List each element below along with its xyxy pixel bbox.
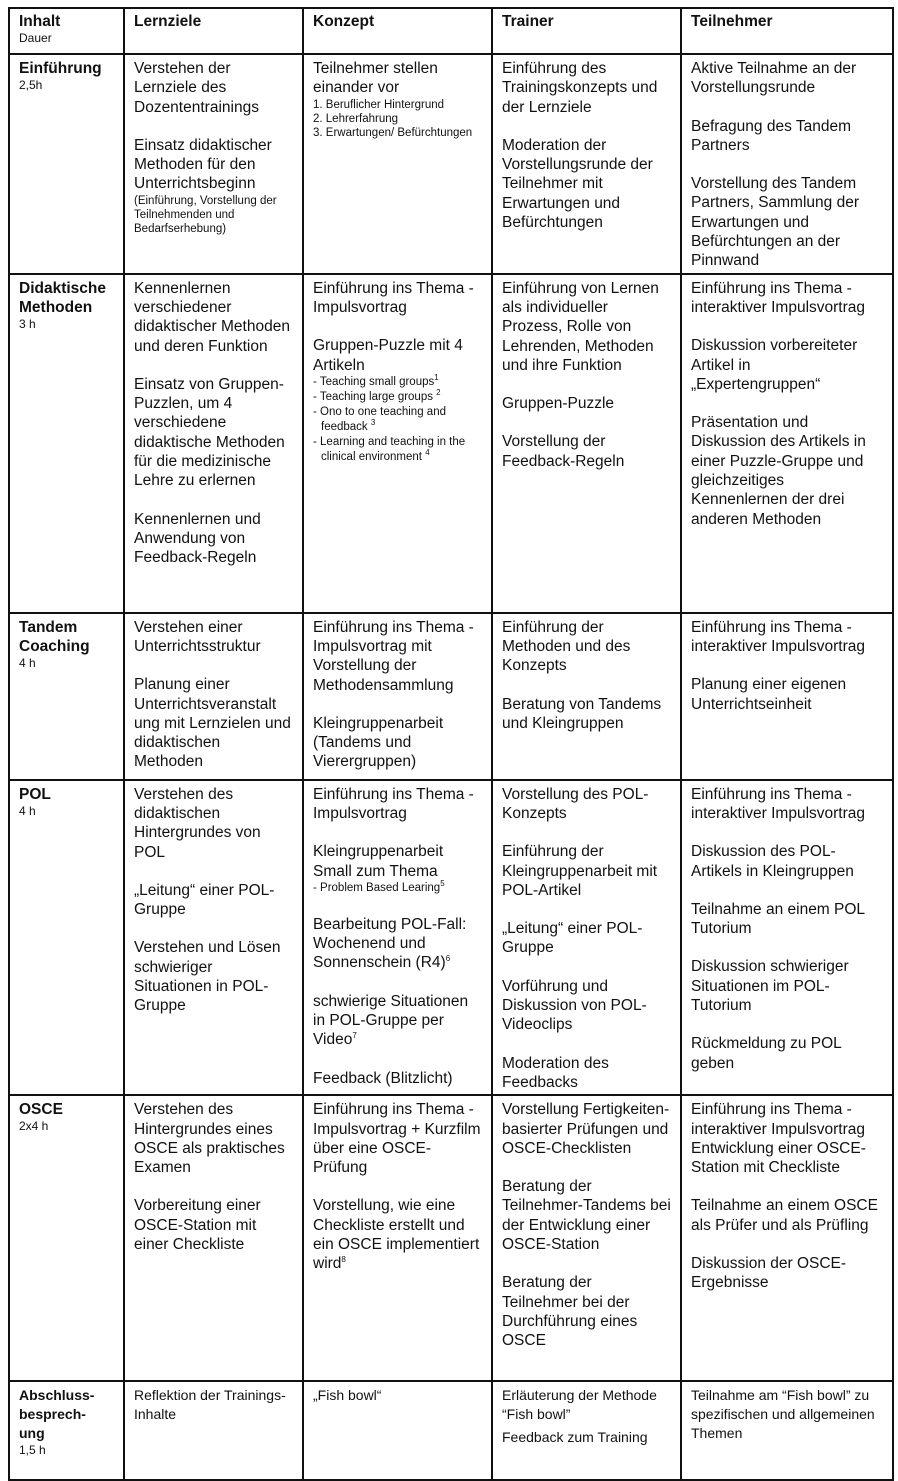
table-row-pol <box>9 780 893 1096</box>
row-title-line: besprech- <box>19 1406 86 1423</box>
header-row <box>9 8 893 54</box>
table-row-osce <box>9 1095 893 1381</box>
row-duration: 4 h <box>19 803 36 818</box>
lernziel-item: Reflektion der Trainings-Inhalte <box>134 1387 286 1423</box>
lernziel-item: Verstehen und Lösen schwieriger Situationen in POL-Gruppe <box>134 939 281 1015</box>
teilnehmer-item: Planung einer eigenen Unterrichtseinheit <box>691 676 847 713</box>
konzept-list-item <box>313 881 482 896</box>
trainer-item: Beratung von Tandems und Kleingruppen <box>502 695 662 732</box>
row-title: OSCE <box>19 1101 63 1119</box>
teilnehmer-item: Teilnahme am “Fish bowl” zu spezifischen und allgemeinen Themen <box>691 1387 875 1442</box>
header-lernziele <box>124 8 303 54</box>
konzept-item: Teilnehmer stellen einander vor <box>313 60 438 97</box>
konzept-list-item: 1. Beruflicher Hintergrund <box>313 98 445 111</box>
konzept-item: Einführung ins Thema - Impulsvortrag <box>313 279 474 316</box>
trainer-item: Einführung von Lernen als individueller Prozess, Rolle von Lehrenden, Methoden und ihre Funktion <box>502 279 659 374</box>
trainer-item: Beratung der Teilnehmer bei der Durchführung eines OSCE <box>502 1274 638 1350</box>
teilnehmer-item: Entwicklung einer OSCE-Station mit Checkliste <box>691 1139 866 1177</box>
lernziel-item: Kennenlernen und Anwendung von Feedback-Regeln <box>134 510 261 567</box>
article-title: - Teaching large groups <box>313 390 437 403</box>
cell-konzept <box>303 613 492 780</box>
trainer-item: Vorstellung Fertigkeiten-basierter Prüfungen und OSCE-Checklisten <box>502 1101 670 1157</box>
lernziel-item: „Leitung“ einer POL-Gruppe <box>134 881 275 919</box>
konzept-item <box>313 1196 482 1273</box>
teilnehmer-item: Diskussion des POL-Artikels in Kleingruppen <box>691 843 854 880</box>
trainer-item: Vorstellung des POL-Konzepts <box>502 785 649 822</box>
konzept-list-item: 3. Erwartungen/ Befürchtungen <box>313 126 473 139</box>
cell-teilnehmer <box>681 1381 893 1480</box>
cell-konzept <box>303 1095 492 1381</box>
trainer-item: Vorführung und Diskussion von POL-Videoclips <box>502 977 647 1034</box>
cell-trainer <box>492 613 681 780</box>
lernziel-item: Einsatz didaktischer Methoden für den Unterrichtsbeginn <box>134 136 272 193</box>
footnote-ref: 6 <box>445 954 451 964</box>
teilnehmer-item: Präsentation und Diskussion des Artikels in einer Puzzle-Gruppe und gleichzeitiges Kennenlernen der drei anderen Methoden <box>691 414 866 528</box>
footnote-ref: 2 <box>436 388 441 398</box>
konzept-item <box>313 915 482 973</box>
konzept-list-item <box>313 390 482 405</box>
konzept-text: Bearbeitung POL-Fall: Wochenend und Sonnenschein (R4) <box>313 915 467 972</box>
lernziel-item: Einsatz von Gruppen-Puzzlen, um 4 verschiedene didaktische Methoden für die medizinische Lehre zu erlernen <box>134 375 285 490</box>
cell-lernziele <box>124 780 303 1096</box>
header-inhalt-title: Inhalt <box>19 13 61 30</box>
cell-konzept <box>303 54 492 274</box>
row-duration: 2,5h <box>19 78 43 92</box>
table-row-tandem-coaching <box>9 613 893 780</box>
cell-teilnehmer <box>681 780 893 1096</box>
cell-inhalt <box>9 54 124 274</box>
header-teilnehmer <box>681 8 893 54</box>
row-title: Tandem Coaching <box>19 618 90 655</box>
row-duration: 4 h <box>19 655 36 670</box>
lernziel-note: (Einführung, Vorstellung der Teilnehmenden und Bedarfserhebung) <box>134 194 277 235</box>
konzept-list-item <box>313 405 482 435</box>
row-title: POL <box>19 785 51 803</box>
cell-lernziele <box>124 274 303 613</box>
header-konzept <box>303 8 492 54</box>
row-duration: 3 h <box>19 316 36 331</box>
teilnehmer-item: Diskussion schwieriger Situationen im POL-Tutorium <box>691 958 849 1015</box>
cell-lernziele <box>124 1381 303 1480</box>
trainer-item: Beratung der Teilnehmer-Tandems bei der Entwicklung einer OSCE-Station <box>502 1178 671 1254</box>
konzept-item: Einführung ins Thema - Impulsvortrag <box>313 785 474 822</box>
trainer-item: Moderation der Vorstellungsrunde der Teilnehmer mit Erwartungen und Befürchtungen <box>502 136 653 232</box>
cell-teilnehmer <box>681 613 893 780</box>
cell-trainer <box>492 1095 681 1381</box>
lernziel-item: Verstehen des didaktischen Hintergrundes von POL <box>134 785 261 861</box>
konzept-list-item <box>313 435 482 465</box>
konzept-item: Einführung ins Thema - Impulsvortrag mit Vorstellung der Methodensammlung <box>313 618 474 694</box>
header-konzept-label: Konzept <box>313 13 375 30</box>
konzept-item <box>313 992 482 1050</box>
article-title: - Teaching small groups <box>313 375 435 388</box>
footnote-ref: 5 <box>440 879 445 889</box>
teilnehmer-item: Aktive Teilnahme an der Vorstellungsrunde <box>691 60 857 97</box>
teilnehmer-item: Diskussion der OSCE-Ergebnisse <box>691 1255 847 1292</box>
article-title: - Problem Based Learing <box>313 881 441 894</box>
cell-inhalt <box>9 613 124 780</box>
article-title: - Ono to one teaching and feedback <box>313 405 446 433</box>
cell-lernziele <box>124 1095 303 1381</box>
cell-trainer <box>492 1381 681 1480</box>
konzept-list-item: 2. Lehrerfahrung <box>313 112 399 125</box>
cell-trainer <box>492 780 681 1096</box>
lernziel-item: Verstehen des Hintergrundes eines OSCE als praktisches Examen <box>134 1101 285 1177</box>
konzept-item: „Fish bowl“ <box>313 1387 382 1404</box>
cell-lernziele <box>124 54 303 274</box>
trainer-item: Feedback zum Training <box>502 1429 648 1446</box>
footnote-ref: 7 <box>352 1031 357 1041</box>
row-title-line: Abschluss- <box>19 1387 95 1404</box>
curriculum-table <box>8 7 894 1481</box>
table-row-didaktische-methoden <box>9 274 893 613</box>
lernziel-item: Vorbereitung einer OSCE-Station mit einer Checkliste <box>134 1197 261 1254</box>
cell-inhalt <box>9 1095 124 1381</box>
trainer-item: Einführung des Trainingskonzepts und der Lernziele <box>502 60 658 116</box>
teilnehmer-item: Einführung ins Thema - interaktiver Impulsvortrag <box>691 785 866 822</box>
cell-inhalt <box>9 274 124 613</box>
table-row-einfuehrung <box>9 54 893 274</box>
footnote-ref: 8 <box>341 1255 346 1265</box>
cell-inhalt <box>9 780 124 1096</box>
trainer-item: Einführung der Kleingruppenarbeit mit POL-Artikel <box>502 843 658 899</box>
trainer-item: Einführung der Methoden und des Konzepts <box>502 618 631 675</box>
konzept-item: Kleingruppenarbeit (Tandems und Vierergruppen) <box>313 714 444 771</box>
cell-konzept <box>303 274 492 613</box>
konzept-text: Vorstellung, wie eine Checkliste erstellt und ein OSCE implementiert wird <box>313 1197 480 1273</box>
cell-trainer <box>492 54 681 274</box>
footnote-ref: 4 <box>425 448 430 458</box>
teilnehmer-item: Einführung ins Thema - interaktiver Impulsvortrag <box>691 618 866 655</box>
row-duration: 2x4 h <box>19 1119 49 1134</box>
header-trainer-label: Trainer <box>502 13 554 30</box>
header-inhalt <box>9 8 124 54</box>
konzept-item: Einführung ins Thema - Impulsvortrag + Kurzfilm über eine OSCE-Prüfung <box>313 1101 481 1177</box>
teilnehmer-item: Rückmeldung zu POL geben <box>691 1035 842 1072</box>
teilnehmer-item: Diskussion vorbereiteter Artikel in „Expertengruppen“ <box>691 337 858 393</box>
lernziel-item: Kennenlernen verschiedener didaktischer Methoden und deren Funktion <box>134 279 290 355</box>
konzept-item: Gruppen-Puzzle mit 4 Artikeln <box>313 337 463 374</box>
table-row-abschlussbesprechung <box>9 1381 893 1480</box>
lernziel-item: Planung einer Unterrichtsveranstalt ung mit Lernzielen und didaktischen Methoden <box>134 676 291 771</box>
footnote-ref: 3 <box>370 418 376 428</box>
trainer-item: Vorstellung der Feedback-Regeln <box>502 433 625 470</box>
trainer-item: „Leitung“ einer POL-Gruppe <box>502 920 643 957</box>
teilnehmer-item: Einführung ins Thema - interaktiver Impulsvortrag <box>691 279 866 316</box>
konzept-item: Feedback (Blitzlicht) <box>313 1069 453 1087</box>
konzept-item: Kleingruppenarbeit Small zum Thema <box>313 843 444 880</box>
teilnehmer-item: Teilnahme an einem POL Tutorium <box>691 900 865 938</box>
konzept-list-item <box>313 375 482 390</box>
teilnehmer-item: Befragung des Tandem Partners <box>691 117 851 154</box>
cell-inhalt <box>9 1381 124 1480</box>
row-title-line: ung <box>19 1425 45 1442</box>
header-dauer: Dauer <box>19 31 52 45</box>
cell-teilnehmer <box>681 274 893 613</box>
trainer-item: Erläuterung der Methode “Fish bowl” <box>502 1387 657 1423</box>
trainer-item: Gruppen-Puzzle <box>502 395 615 413</box>
row-title: Didaktische Methoden <box>19 279 107 316</box>
header-trainer <box>492 8 681 54</box>
cell-teilnehmer <box>681 1095 893 1381</box>
teilnehmer-item: Teilnahme an einem OSCE als Prüfer und als Prüfling <box>691 1197 878 1234</box>
footnote-ref: 1 <box>434 373 439 383</box>
lernziel-item: Verstehen der Lernziele des Dozententrainings <box>134 60 259 116</box>
cell-konzept <box>303 1381 492 1480</box>
teilnehmer-item: Vorstellung des Tandem Partners, Sammlung der Erwartungen und Befürchtungen an der Pinnwand <box>691 175 859 270</box>
teilnehmer-item: Einführung ins Thema - interaktiver Impulsvortrag <box>691 1101 866 1138</box>
cell-teilnehmer <box>681 54 893 274</box>
cell-konzept <box>303 780 492 1096</box>
article-title: - Learning and teaching in the clinical environment <box>313 435 466 463</box>
lernziel-item: Verstehen einer Unterrichtsstruktur <box>134 618 261 655</box>
header-teilnehmer-label: Teilnehmer <box>691 13 773 30</box>
row-duration: 1,5 h <box>19 1443 46 1458</box>
header-lernziele-label: Lernziele <box>134 13 202 30</box>
konzept-text: schwierige Situationen in POL-Gruppe per Video <box>313 992 469 1049</box>
cell-trainer <box>492 274 681 613</box>
cell-lernziele <box>124 613 303 780</box>
row-title: Einführung <box>19 60 102 77</box>
trainer-item: Moderation des Feedbacks <box>502 1054 609 1091</box>
